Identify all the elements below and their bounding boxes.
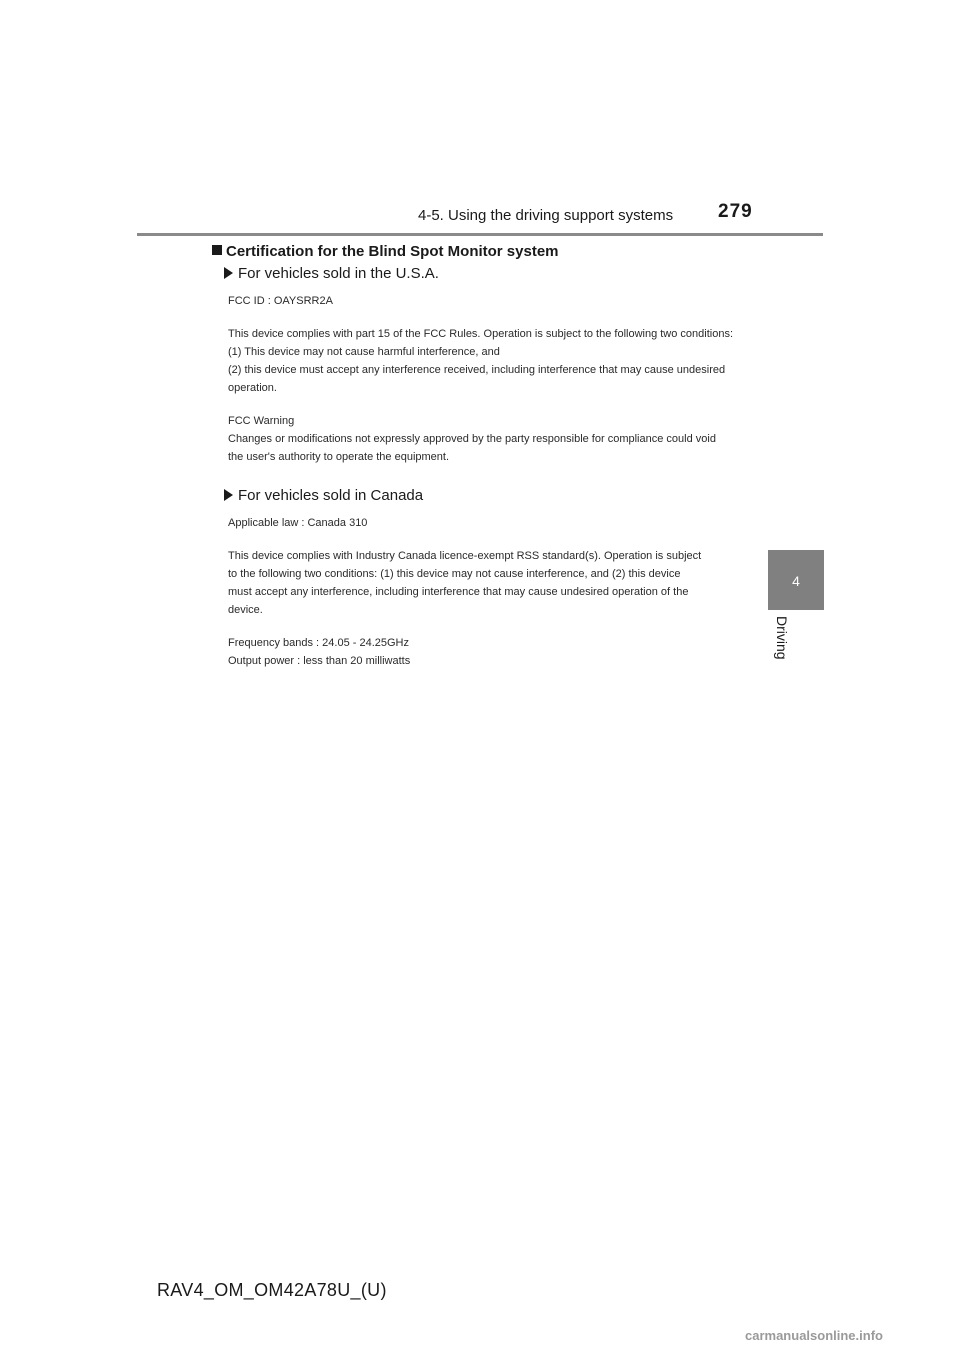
watermark: carmanualsonline.info bbox=[745, 1328, 883, 1343]
usa-subhead-text: For vehicles sold in the U.S.A. bbox=[238, 265, 439, 282]
chapter-label bbox=[773, 616, 791, 676]
usa-compliance-line: This device complies with part 15 of the FCC Rules. Operation is subject to the following two conditions: bbox=[228, 328, 734, 340]
chapter-label-text: Driving bbox=[774, 616, 790, 660]
triangle-bullet-icon bbox=[224, 489, 233, 501]
fcc-warning-line: Changes or modifications not expressly approved by the party responsible for compliance could void bbox=[228, 433, 716, 445]
canada-compliance-line: to the following two conditions: (1) this device may not cause interference, and (2) this device bbox=[228, 568, 681, 580]
usa-text-block bbox=[228, 292, 733, 466]
fcc-warning-line: the user's authority to operate the equipment. bbox=[228, 451, 450, 463]
triangle-bullet-icon bbox=[224, 267, 233, 279]
section-heading bbox=[212, 243, 559, 260]
chapter-tab bbox=[768, 550, 824, 610]
usa-subhead bbox=[224, 265, 439, 282]
applicable-law: Applicable law : Canada 310 bbox=[228, 517, 368, 529]
canada-compliance-line: must accept any interference, including interference that may cause undesired operation of the bbox=[228, 586, 689, 598]
canada-compliance-line: This device complies with Industry Canada licence-exempt RSS standard(s). Operation is subject bbox=[228, 550, 702, 562]
canada-subhead-text: For vehicles sold in Canada bbox=[238, 487, 424, 504]
usa-compliance-line: operation. bbox=[228, 382, 277, 394]
section-heading-text: Certification for the Blind Spot Monitor system bbox=[226, 243, 559, 260]
frequency-bands: Frequency bands : 24.05 - 24.25GHz bbox=[228, 637, 409, 649]
page-number: 279 bbox=[718, 201, 753, 222]
fcc-id: FCC ID : OAYSRR2A bbox=[228, 295, 333, 307]
square-bullet-icon bbox=[212, 245, 222, 255]
header-section-title: 4-5. Using the driving support systems bbox=[418, 207, 674, 224]
canada-compliance-line: device. bbox=[228, 604, 263, 616]
output-power: Output power : less than 20 milliwatts bbox=[228, 655, 411, 667]
chapter-number: 4 bbox=[792, 573, 800, 589]
fcc-warning-title: FCC Warning bbox=[228, 415, 295, 427]
usa-compliance-line: (2) this device must accept any interference received, including interference that may cause undesired bbox=[228, 364, 726, 376]
canada-subhead bbox=[224, 487, 423, 504]
usa-compliance-line: (1) This device may not cause harmful interference, and bbox=[228, 346, 500, 358]
header-rule bbox=[137, 233, 823, 236]
footer-manual-code: RAV4_OM_OM42A78U_(U) bbox=[157, 1280, 387, 1300]
canada-text-block bbox=[228, 514, 701, 670]
